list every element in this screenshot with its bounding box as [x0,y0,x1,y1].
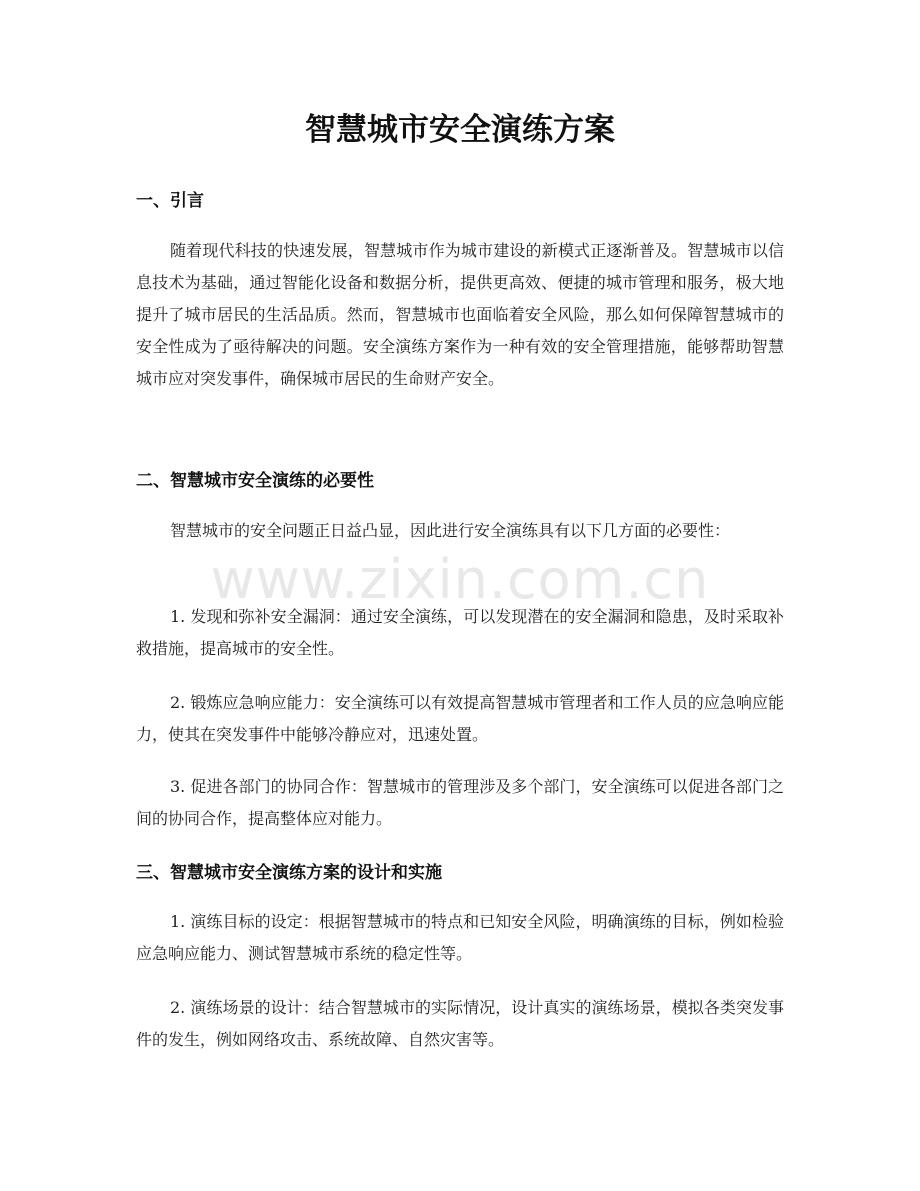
document-title: 智慧城市安全演练方案 [305,112,615,148]
paragraph-necessity-item-3: 3. 促进各部门的协同合作：智慧城市的管理涉及多个部门，安全演练可以促进各部门之间的协同合作，提高整体应对能力。 [136,777,784,828]
paragraph-design-item-2: 2. 演练场景的设计：结合智慧城市的实际情况，设计真实的演练场景，模拟各类突发事件的发生，例如网络攻击、系统故障、自然灾害等。 [136,998,784,1049]
section-heading-design: 三、智慧城市安全演练方案的设计和实施 [136,863,442,883]
paragraph-design-item-1: 1. 演练目标的设定：根据智慧城市的特点和已知安全风险，明确演练的目标，例如检验应急响应能力、测试智慧城市系统的稳定性等。 [136,912,784,963]
paragraph-intro: 随着现代科技的快速发展，智慧城市作为城市建设的新模式正逐渐普及。智慧城市以信息技术为基础，通过智能化设备和数据分析，提供更高效、便捷的城市管理和服务，极大地提升了城市居民的生活品质。然而，智慧城市也面临着安全风险，那么如何保障智慧城市的安全性成为了亟待解决的问题。安全演练方案作为一种有效的安全管理措施，能够帮助智慧城市应对突发事件，确保城市居民的生命财产安全。 [136,241,784,388]
paragraph-necessity-item-2: 2. 锻炼应急响应能力：安全演练可以有效提高智慧城市管理者和工作人员的应急响应能力，使其在突发事件中能够冷静应对，迅速处置。 [136,693,784,744]
paragraph-necessity-intro: 智慧城市的安全问题正日益凸显，因此进行安全演练具有以下几方面的必要性： [170,521,731,540]
section-heading-necessity: 二、智慧城市安全演练的必要性 [136,471,374,491]
watermark: www.zixin.com.cn [210,548,710,611]
section-heading-intro: 一、引言 [136,191,204,211]
paragraph-necessity-item-1: 1. 发现和弥补安全漏洞：通过安全演练，可以发现潜在的安全漏洞和隐患，及时采取补救措施，提高城市的安全性。 [136,607,784,658]
